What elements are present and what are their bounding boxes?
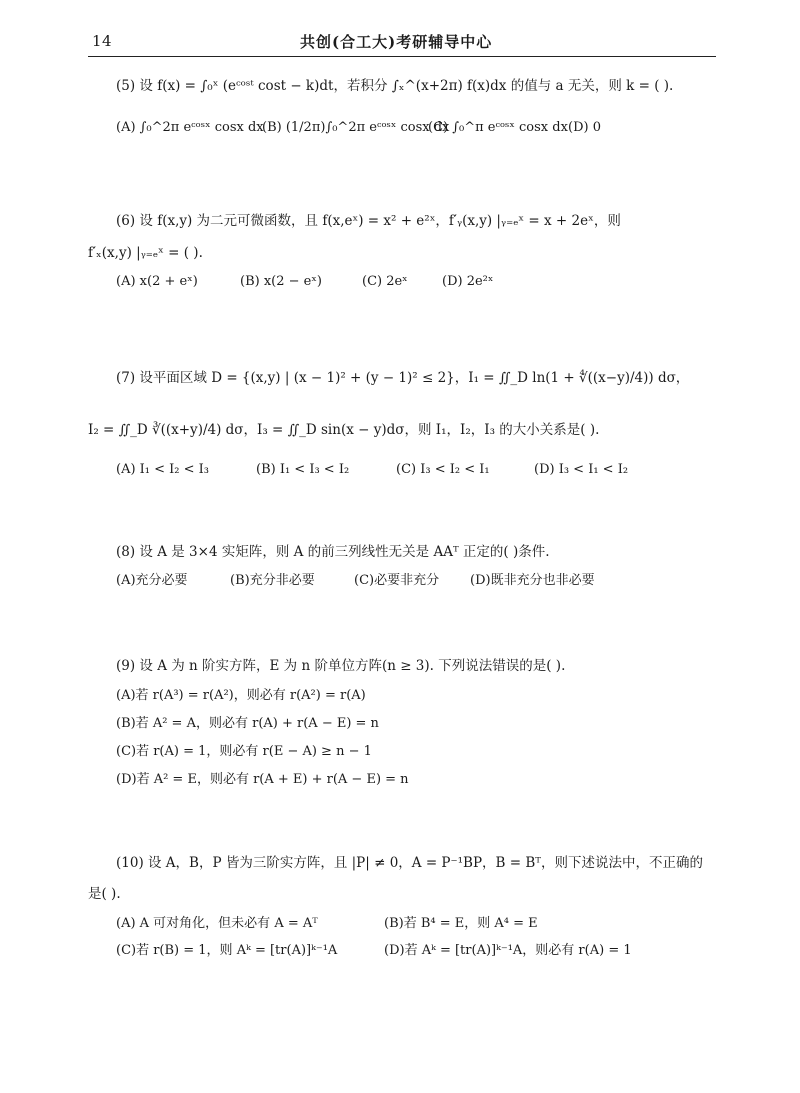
option-a: (A) A 可对角化，但未必有 A = Aᵀ <box>116 916 318 931</box>
option-b: (B) (1/2π)∫₀^2π eᶜᵒˢˣ cosx dx <box>262 120 450 135</box>
option-a: (A) ∫₀^2π eᶜᵒˢˣ cosx dx <box>116 120 264 135</box>
option-c: (C)若 r(A) = 1，则必有 r(E − A) ≥ n − 1 <box>116 744 372 759</box>
option-d: (D)若 A² = E，则必有 r(A + E) + r(A − E) = n <box>116 772 409 787</box>
option-d: (D) 0 <box>568 120 601 135</box>
option-c: (C)若 r(B) = 1，则 Aᵏ = [tr(A)]ᵏ⁻¹A <box>116 943 338 958</box>
option-b: (B) x(2 − eˣ) <box>240 274 322 289</box>
question-stem-continued: f′ₓ(x,y) |ᵧ₌ₑˣ = ( ). <box>88 245 203 261</box>
option-d: (D) 2e²ˣ <box>442 274 494 289</box>
question-stem: (7) 设平面区域 D = {(x,y) | (x − 1)² + (y − 1)² ≤ 2}，I₁ = ∬_D ln(1 + ∜((x−y)/4)) dσ， <box>116 370 690 386</box>
question-stem: (5) 设 f(x) = ∫₀ˣ (eᶜᵒˢᵗ cost − k)dt，若积分 ∫ₓ^(x+2π) f(x)dx 的值与 a 无关，则 k = ( ). <box>116 78 674 94</box>
question-stem-continued: 是( ). <box>88 886 121 902</box>
option-c: (C) 2eˣ <box>362 274 408 289</box>
question-stem: (6) 设 f(x,y) 为二元可微函数，且 f(x,eˣ) = x² + e²ˣ，f′ᵧ(x,y) |ᵧ₌ₑˣ = x + 2eˣ，则 <box>116 213 621 229</box>
option-c: (C)必要非充分 <box>354 573 440 588</box>
option-a: (A) x(2 + eˣ) <box>116 274 198 289</box>
page-number: 14 <box>92 32 113 50</box>
question-stem-continued: I₂ = ∬_D ∛((x+y)/4) dσ，I₃ = ∬_D sin(x − y)dσ，则 I₁，I₂，I₃ 的大小关系是( ). <box>88 422 600 438</box>
header-rule <box>88 56 716 57</box>
option-d: (D) I₃ < I₁ < I₂ <box>534 462 629 477</box>
option-b: (B)若 B⁴ = E，则 A⁴ = E <box>384 916 538 931</box>
question-stem: (9) 设 A 为 n 阶实方阵，E 为 n 阶单位方阵(n ≥ 3). 下列说法错误的是( ). <box>116 658 566 674</box>
option-c: (C) ∫₀^π eᶜᵒˢˣ cosx dx <box>428 120 568 135</box>
option-b: (B)充分非必要 <box>230 573 315 588</box>
option-a: (A)充分必要 <box>116 573 188 588</box>
option-d: (D)既非充分也非必要 <box>470 573 595 588</box>
option-b: (B)若 A² = A，则必有 r(A) + r(A − E) = n <box>116 716 379 731</box>
option-b: (B) I₁ < I₃ < I₂ <box>256 462 350 477</box>
option-d: (D)若 Aᵏ = [tr(A)]ᵏ⁻¹A，则必有 r(A) = 1 <box>384 943 632 958</box>
question-stem: (8) 设 A 是 3×4 实矩阵，则 A 的前三列线性无关是 AAᵀ 正定的( )条件. <box>116 544 550 560</box>
running-header-title: 共创(合工大)考研辅导中心 <box>300 33 493 51</box>
option-c: (C) I₃ < I₂ < I₁ <box>396 462 490 477</box>
question-stem: (10) 设 A，B，P 皆为三阶实方阵，且 |P| ≠ 0，A = P⁻¹BP，B = Bᵀ，则下述说法中，不正确的 <box>116 855 703 871</box>
option-a: (A)若 r(A³) = r(A²)，则必有 r(A²) = r(A) <box>116 688 366 703</box>
option-a: (A) I₁ < I₂ < I₃ <box>116 462 210 477</box>
